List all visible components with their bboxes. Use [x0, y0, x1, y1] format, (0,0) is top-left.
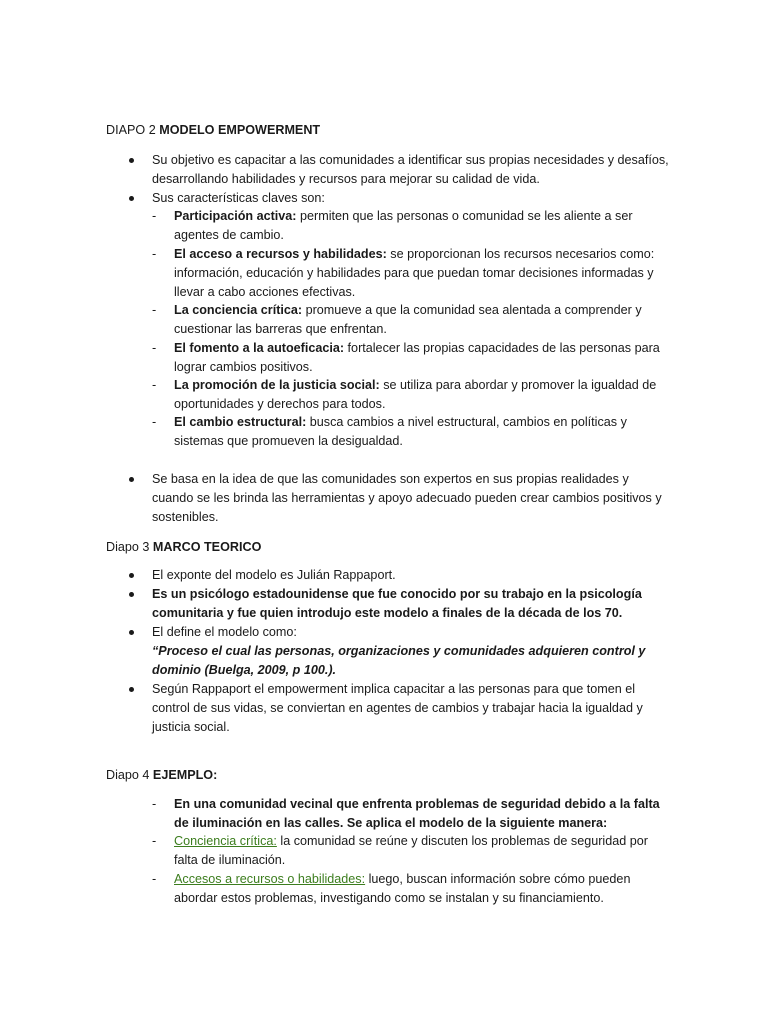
item-text: promueve a que la comunidad sea alentada a comprender y cuestionar las barreras que enfrentan.: [174, 303, 642, 336]
item-label: El cambio estructural:: [174, 415, 307, 429]
list-item: [152, 207, 674, 245]
diapo4-heading: [106, 766, 217, 785]
diapo4-prefix: Diapo 4: [106, 768, 150, 782]
diapo3-prefix: Diapo 3: [106, 540, 150, 554]
bullet-icon: [129, 158, 134, 163]
bullet-icon: [129, 573, 134, 578]
list-item: [152, 301, 674, 339]
bullet-icon: [129, 592, 134, 597]
list-item: [152, 189, 672, 208]
diapo3-bullet3: El define el modelo como:: [152, 625, 297, 639]
diapo3-bullet4: Según Rappaport el empowerment implica capacitar a las personas para que tomen el control de sus vidas, se conviertan en agentes de cambios y trabajar hacia la igualdad y justicia social.: [152, 682, 643, 734]
list-item: [152, 566, 672, 585]
diapo4-item1: En una comunidad vecinal que enfrenta problemas de seguridad debido a la falta de iluminación en las calles. Se aplica el modelo de la siguiente manera:: [174, 797, 660, 830]
diapo4-item2-link[interactable]: Conciencia crítica:: [174, 834, 277, 848]
bullet-icon: [129, 630, 134, 635]
item-text: la comunidad se reúne y discuten los problemas de seguridad por falta de iluminación.: [174, 834, 648, 867]
item-text: se proporcionan los recursos necesarios como: información, educación y habilidades para que puedan tomar decisiones informadas y llevar a cabo acciones efectivas.: [174, 247, 655, 299]
diapo2-heading: [106, 121, 320, 140]
diapo3-quote: “Proceso el cual las personas, organizaciones y comunidades adquieren control y dominio (Buelga, 2009, p 100.).: [152, 644, 646, 677]
diapo3-bullet2: Es un psicólogo estadounidense que fue conocido por su trabajo en la psicología comunitaria y fue quien introdujo este modelo a finales de la década de los 70.: [152, 587, 642, 620]
diapo3-heading: [106, 538, 261, 557]
list-item: [152, 623, 672, 642]
list-item: [152, 245, 674, 301]
diapo4-item3-link[interactable]: Accesos a recursos o habilidades:: [174, 872, 366, 886]
diapo2-title: MODELO EMPOWERMENT: [159, 123, 321, 137]
list-item: [152, 795, 674, 833]
list-item: [152, 339, 674, 377]
diapo3-title: MARCO TEORICO: [152, 540, 262, 554]
dash-icon: -: [152, 209, 157, 223]
dash-icon: -: [152, 341, 157, 355]
diapo2-bullet1: Su objetivo es capacitar a las comunidades a identificar sus propias necesidades y desafíos, desarrollando habilidades y recursos para mejorar su calidad de vida.: [152, 153, 669, 186]
dash-icon: -: [152, 247, 157, 261]
item-label: La promoción de la justicia social:: [174, 378, 380, 392]
list-item: [152, 870, 674, 908]
item-label: La conciencia crítica:: [174, 303, 303, 317]
dash-icon: -: [152, 303, 157, 317]
diapo2-prefix: DIAPO 2: [106, 123, 156, 137]
diapo2-bullet3: Se basa en la idea de que las comunidades son expertos en sus propias realidades y cuando se les brinda las herramientas y apoyo adecuado pueden crear cambios positivos y sostenibles.: [152, 472, 662, 524]
dash-icon: -: [152, 872, 157, 886]
bullet-icon: [129, 477, 134, 482]
list-item: [152, 470, 672, 526]
diapo2-bullet2: Sus características claves son:: [152, 191, 325, 205]
diapo4-title: EJEMPLO:: [152, 768, 218, 782]
diapo3-bullet1: El exponte del modelo es Julián Rappaport.: [152, 568, 396, 582]
item-label: El fomento a la autoeficacia:: [174, 341, 345, 355]
list-item: [152, 151, 672, 189]
item-label: Participación activa:: [174, 209, 297, 223]
list-item: [152, 680, 672, 736]
dash-icon: -: [152, 834, 157, 848]
list-item: [152, 585, 672, 623]
item-text: permiten que las personas o comunidad se les aliente a ser agentes de cambio.: [174, 209, 633, 242]
dash-icon: -: [152, 797, 157, 811]
item-text: se utiliza para abordar y promover la igualdad de oportunidades y derechos para todos.: [174, 378, 657, 411]
item-text: luego, buscan información sobre cómo pueden abordar estos problemas, investigando como se instalan y su financiamiento.: [174, 872, 631, 905]
list-item: [152, 832, 674, 870]
item-label: El acceso a recursos y habilidades:: [174, 247, 387, 261]
list-item: [152, 413, 674, 451]
dash-icon: -: [152, 415, 157, 429]
item-text: busca cambios a nivel estructural, cambios en políticas y sistemas que promueven la desigualdad.: [174, 415, 627, 448]
bullet-icon: [129, 196, 134, 201]
bullet-icon: [129, 687, 134, 692]
dash-icon: -: [152, 378, 157, 392]
item-text: fortalecer las propias capacidades de las personas para lograr cambios positivos.: [174, 341, 660, 374]
list-item: [152, 376, 674, 414]
